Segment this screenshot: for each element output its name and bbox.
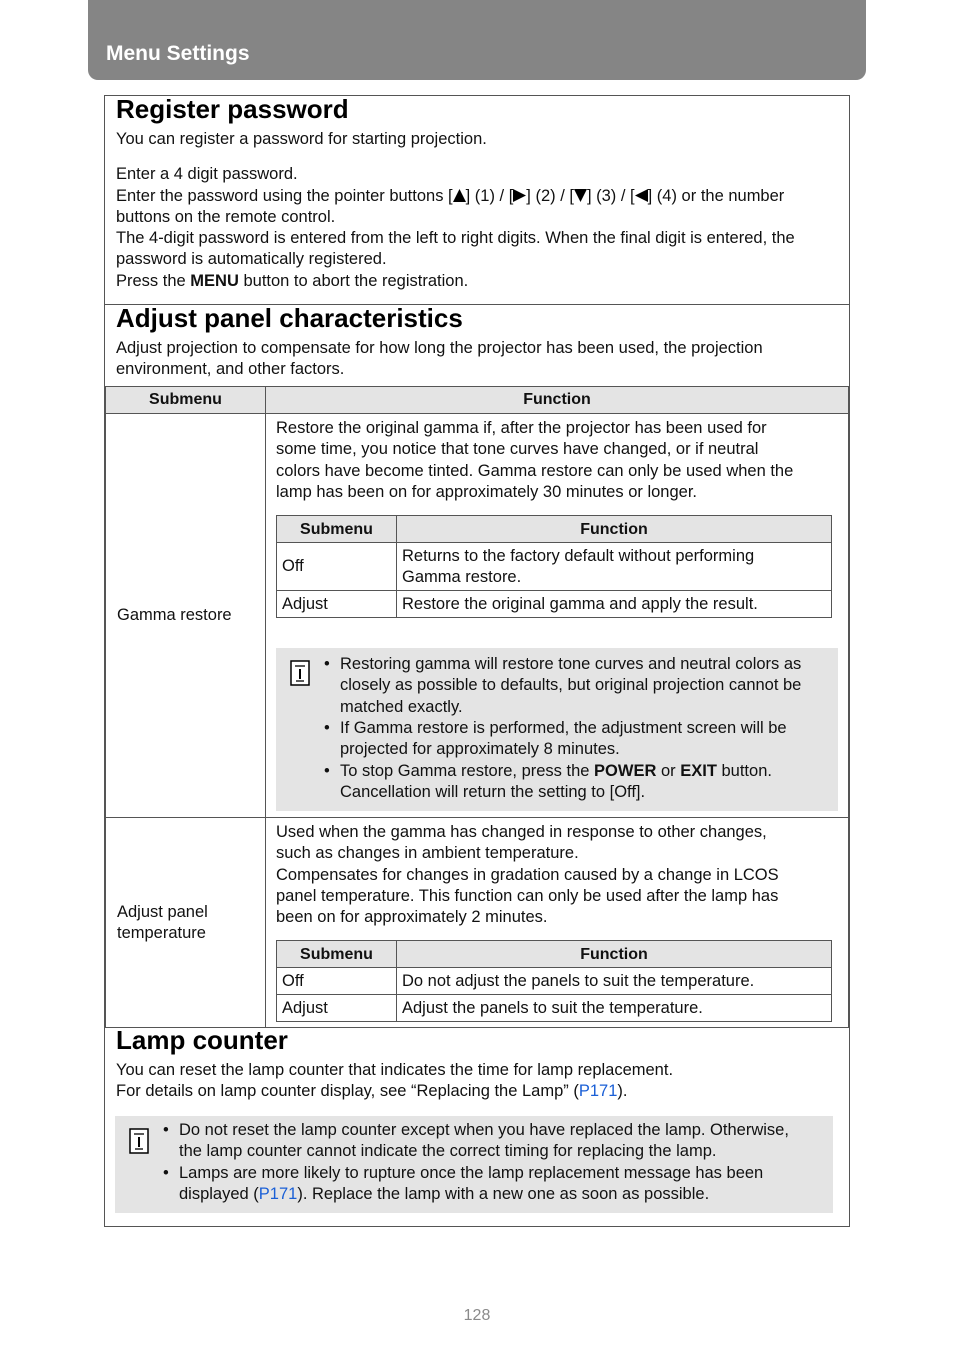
content-frame (104, 95, 850, 1227)
list-item: • Do not reset the lamp counter except when you have replaced the lamp. Otherwise, the lamp counter cannot indicate the correct timing for replacing the lamp. (179, 1120, 823, 1163)
option-adjust: Adjust (277, 995, 397, 1022)
option-adjust: Adjust (277, 591, 397, 618)
lamp-counter-body: You can reset the lamp counter that indicates the time for lamp replacement. For details on lamp counter display, see “Replacing the Lamp” (P171). (116, 1061, 674, 1101)
p171-link[interactable]: P171 (578, 1082, 618, 1101)
note-icon (290, 660, 310, 686)
table-row-adjust-panel-temperature (106, 818, 849, 1028)
register-password-body (116, 129, 795, 292)
header-bar (88, 0, 866, 80)
option-off: Off (277, 543, 397, 591)
option-adjust-desc: Restore the original gamma and apply the result. (397, 591, 832, 618)
list-item: • Restoring gamma will restore tone curves and neutral colors as closely as possible to defaults, but original projection cannot be matched exactly. (340, 654, 828, 718)
temp-col-submenu: Submenu (277, 941, 397, 968)
col-function: Function (266, 387, 849, 414)
exit-button-label: EXIT (680, 761, 717, 780)
table-row (277, 995, 832, 1022)
gamma-restore-label: Gamma restore (106, 414, 266, 818)
option-off: Off (277, 968, 397, 995)
header-title: Menu Settings (106, 42, 250, 65)
page-number: 128 (463, 1307, 491, 1324)
register-line4: The 4-digit password is entered from the left to right digits. When the final digit is entered, the (116, 229, 795, 248)
adjust-panel-table (105, 386, 849, 1028)
register-line1: Enter a 4 digit password. (116, 165, 298, 184)
list-item: • If Gamma restore is performed, the adjustment screen will be projected for approximately 8 minutes. (340, 718, 828, 761)
register-intro: You can register a password for starting projection. (116, 130, 487, 148)
gamma-restore-function: Restore the original gamma if, after the projector has been used for some time, you notice that tone curves have changed, or if neutral colors have become tinted. Gamma restore can only be used when the lamp has been on for approximately 30 minutes or longer. Submenu Function Off Returns to the factory default without performing Gamma restore. Adjust Restore the original gamma and apply the result. • Restoring gamma will restore tone curves and neutral colors as closely as possible to defaults, but original projection cannot be matched exactly. • If Gamma restore is performed, the adjustment screen will be projected for approximately 8 minutes. • To stop Gamma restore, press the POWER or EXIT button. Cancellation will return the setting to [Off]. (266, 414, 849, 818)
register-password-title: Register password (116, 94, 349, 124)
gamma-options-table (276, 515, 832, 618)
register-line3: buttons on the remote control. (116, 207, 336, 226)
table-row (277, 968, 832, 995)
lamp-counter-title: Lamp counter (116, 1025, 288, 1055)
note-icon (129, 1128, 149, 1154)
table-row (277, 591, 832, 618)
p171-link[interactable]: P171 (258, 1184, 298, 1203)
list-item: • Lamps are more likely to rupture once the lamp replacement message has been displayed (P171). Replace the lamp with a new one as soon as possible. (179, 1163, 823, 1206)
col-submenu: Submenu (106, 387, 266, 414)
menu-button-label: MENU (190, 271, 239, 290)
panel-temperature-label: Adjust panel temperature (106, 818, 266, 1028)
register-line2: Enter the password using the pointer buttons [ ] (1) / [ ] (2) / [ ] (3) / [ ] (4) or the number (116, 186, 785, 205)
option-off-desc: Returns to the factory default without performing Gamma restore. (397, 543, 832, 591)
gamma-col-function: Function (397, 516, 832, 543)
down-arrow-icon (574, 189, 587, 202)
power-button-label: POWER (594, 761, 657, 780)
right-arrow-icon (513, 189, 526, 202)
list-item: • To stop Gamma restore, press the POWER or EXIT button. Cancellation will return the setting to [Off]. (340, 761, 828, 804)
gamma-note (276, 648, 838, 811)
register-line5: password is automatically registered. (116, 250, 387, 269)
gamma-col-submenu: Submenu (277, 516, 397, 543)
temp-col-function: Function (397, 941, 832, 968)
option-off-desc: Do not adjust the panels to suit the temperature. (397, 968, 832, 995)
panel-temperature-function: Used when the gamma has changed in response to other changes, such as changes in ambient temperature. Compensates for changes in gradation caused by a change in LCOS panel temperature. This function can only be used after the lamp has been on for approximately 2 minutes. Submenu Function Off Do not adjust the panels to suit the temperature. Adjust Adjust the panels to suit the temperature. (266, 818, 849, 1028)
panel-temp-options-table (276, 940, 832, 1022)
table-row (277, 543, 832, 591)
option-adjust-desc: Adjust the panels to suit the temperature. (397, 995, 832, 1022)
lamp-note (115, 1116, 833, 1213)
table-row-gamma-restore (106, 414, 849, 818)
left-arrow-icon (635, 189, 648, 202)
adjust-panel-intro: Adjust projection to compensate for how long the projector has been used, the projection environment, and other factors. (116, 339, 763, 379)
adjust-panel-title: Adjust panel characteristics (116, 303, 463, 333)
register-line6: Press the MENU button to abort the registration. (116, 271, 469, 290)
up-arrow-icon (453, 189, 466, 202)
